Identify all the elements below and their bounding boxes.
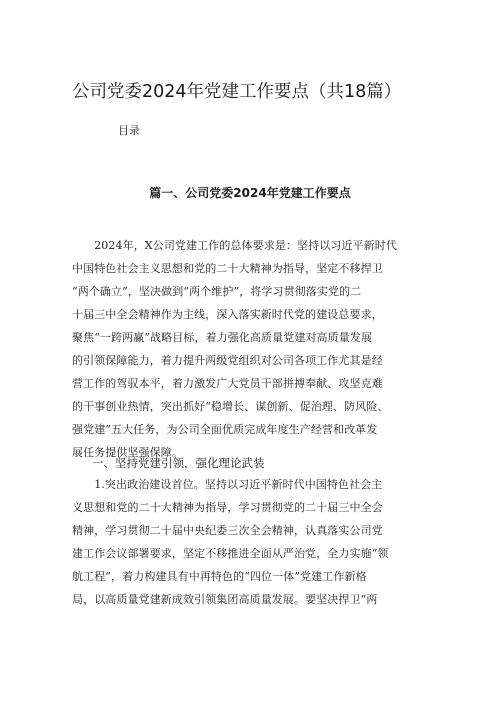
document-title: 公司党委2024年党建工作要点（共18篇）: [72, 82, 402, 102]
paragraph-line: 的干事创业热情，突出抓好“稳增长、谋创新、促治理、防风险、: [72, 400, 389, 413]
subsection-heading: 一、坚持党建引领，强化理论武装: [92, 456, 265, 470]
paragraph-line: 1.突出政治建设首位。坚持以习近平新时代中国特色社会主: [72, 478, 383, 491]
paragraph-line: 建工作会议部署要求，坚定不移推进全面从严治党，全力实施“领: [72, 547, 389, 560]
paragraph-line: 十届三中全会精神作为主线，深入落实新时代党的建设总要求，: [72, 308, 383, 321]
paragraph-line: 局，以高质量党建新成效引领集团高质量发展。要坚决捍卫“两: [72, 593, 378, 606]
paragraph-line: 义思想和党的二十大精神为指导，学习贯彻党的二十届三中全会: [72, 501, 383, 514]
paragraph-line: 2024年，X公司党建工作的总体要求是：坚持以习近平新时代: [72, 239, 397, 252]
paragraph-line: 聚焦“一跨两赢”战略目标，着力强化高质量党建对高质量发展: [72, 331, 373, 344]
toc-label: 目录: [118, 124, 140, 137]
paragraph-line: 精神，学习贯彻二十届中央纪委三次全会精神，认真落实公司党: [72, 524, 383, 537]
paragraph-line: 中国特色社会主义思想和党的二十大精神为指导，坚定不移捍卫: [72, 262, 383, 275]
paragraph-line: 的引领保障能力，着力提升两级党组织对公司各项工作尤其是经: [72, 354, 383, 367]
body-paragraph: [72, 473, 428, 611]
paragraph-line: 营工作的驾驭本平，着力激发广大党员干部拼搏奉献、攻坚克难: [72, 377, 383, 390]
intro-paragraph: [72, 234, 428, 464]
paragraph-line: 展任务提供坚强保障。: [72, 446, 183, 459]
paragraph-line: 航工程”，着力构建具有中再特色的“四位一体”党建工作新格: [72, 570, 367, 583]
paragraph-line: “两个确立”，坚决做到“两个维护”，将学习贯彻落实党的二: [72, 285, 362, 298]
paragraph-line: 强党建”五大任务，为公司全面优质完成年度生产经营和改革发: [72, 423, 378, 436]
section-title: 篇一、公司党委2024年党建工作要点: [149, 186, 351, 200]
